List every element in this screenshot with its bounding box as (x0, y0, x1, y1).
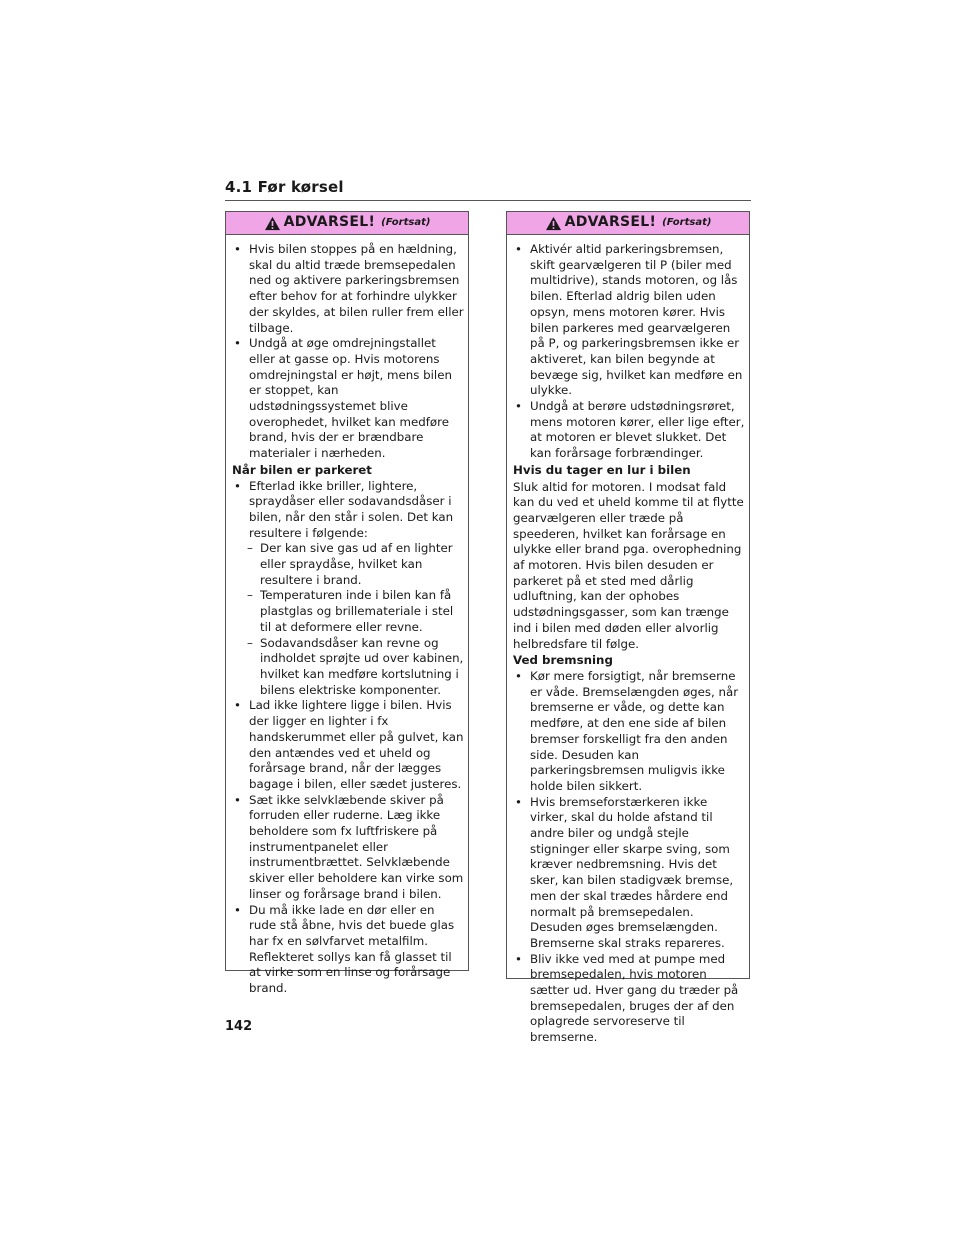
sub-heading: Hvis du tager en lur i bilen (513, 462, 691, 477)
warning-box-left (225, 211, 469, 996)
bullet-item: • Undgå at berøre udstødningsrøret, mens motoren kører, eller lige efter, at motoren er blevet slukket. Det kan forårsage forbrændinger. (513, 399, 745, 462)
sub-heading: Ved bremsning (513, 653, 613, 668)
warning-continued: (Fortsat) (381, 217, 431, 229)
warning-header (507, 212, 749, 235)
warning-triangle-icon (545, 216, 562, 231)
bullet-item: • Efterlad ikke briller, lightere, spraydåser eller sodavandsdåser i bilen, når den står i solen. Det kan resultere i følgende: (232, 479, 464, 542)
sub-heading: Når bilen er parkeret (232, 462, 372, 477)
warning-body (226, 235, 468, 997)
dash-item: – Sodavandsdåser kan revne og indholdet sprøjte ud over kabinen, hvilket kan medføre kortslutning i bilens elektriske komponenter. (232, 636, 464, 699)
warning-body (507, 235, 749, 1046)
bullet-item: • Aktivér altid parkeringsbremsen, skift gearvælgeren til P (biler med multidrive), stands motoren, og lås bilen. Efterlad aldrig bilen uden opsyn, mens motoren kører. Hvis bilen parkeres med gearvælgeren på P, og parkeringsbremsen ikke er aktiveret, kan bilen begynde at bevæge sig, hvilket kan medføre en ulykke. (513, 242, 745, 399)
bullet-item: • Sæt ikke selvklæbende skiver på forruden eller ruderne. Læg ikke beholdere som fx luftfriskere på instrumentpanelet eller instrumentbrættet. Selvklæbende skiver eller beholdere kan virke som linser og forårsage brand i bilen. (232, 793, 464, 903)
warning-triangle-icon (264, 216, 281, 231)
dash-item: – Temperaturen inde i bilen kan få plastglas og brillemateriale i stel til at deformere eller revne. (232, 588, 464, 635)
bullet-item: • Hvis bremseforstærkeren ikke virker, skal du holde afstand til andre biler og undgå stejle stigninger eller skarpe sving, som kræver nedbremsning. Hvis det sker, kan bilen stadigvæk bremse, men der skal trædes hårdere end normalt på bremsepedalen. Desuden øges bremselængden. Bremserne skal straks repareres. (513, 795, 745, 952)
warning-continued: (Fortsat) (662, 217, 712, 229)
paragraph: Sluk altid for motoren. I modsat fald kan du ved et uheld komme til at flytte gearvælgeren eller træde på speederen, hvilket kan forårsage en ulykke eller brand pga. overophedning af motoren. Hvis bilen desuden er parkeret på et sted med dårlig udluftning, kan der ophobes udstødningsgasser, som kan trænge ind i bilen med døden eller alvorlig helbredsfare til følge. (513, 479, 744, 651)
bullet-item: • Bliv ikke ved med at pumpe med bremsepedalen, hvis motoren sætter ud. Hver gang du træder på bremsepedalen, bruges der af den oplagrede servoreserve til bremserne. (513, 952, 745, 1046)
warning-title: ADVARSEL! (564, 214, 657, 231)
bullet-item: • Hvis bilen stoppes på en hældning, skal du altid træde bremsepedalen ned og aktivere parkeringsbremsen efter behov for at forhindre ulykker der skyldes, at bilen ruller frem eller tilbage. (232, 242, 464, 336)
warning-box-right (506, 211, 750, 1045)
dash-item: – Der kan sive gas ud af en lighter eller spraydåse, hvilket kan resultere i brand. (232, 541, 464, 588)
bullet-item: • Du må ikke lade en dør eller en rude stå åbne, hvis det buede glas har fx en sølvfarvet metalfilm. Reflekteret sollys kan få glasset til at virke som en linse og forårsage brand. (232, 903, 464, 997)
bullet-item: • Undgå at øge omdrejningstallet eller at gasse op. Hvis motorens omdrejningstal er højt, mens bilen er stoppet, kan udstødningssystemet blive overophedet, hvilket kan medføre brand, hvis der er brændbare materialer i nærheden. (232, 336, 464, 462)
warning-title: ADVARSEL! (283, 214, 376, 231)
bullet-item: • Lad ikke lightere ligge i bilen. Hvis der ligger en lighter i fx handskerummet eller på gulvet, kan den antændes ved et uheld og forårsage brand, når der lægges bagage i bilen, eller sædet justeres. (232, 698, 464, 792)
section-title: 4.1 Før kørsel (225, 178, 751, 201)
warning-header (226, 212, 468, 235)
page-number: 142 (225, 1019, 253, 1034)
bullet-item: • Kør mere forsigtigt, når bremserne er våde. Bremselængden øges, når bremserne er våde, og dette kan medføre, at den ene side af bilen bremser forskelligt fra den anden side. Desuden kan parkeringsbremsen muligvis ikke holde bilen sikkert. (513, 669, 745, 795)
